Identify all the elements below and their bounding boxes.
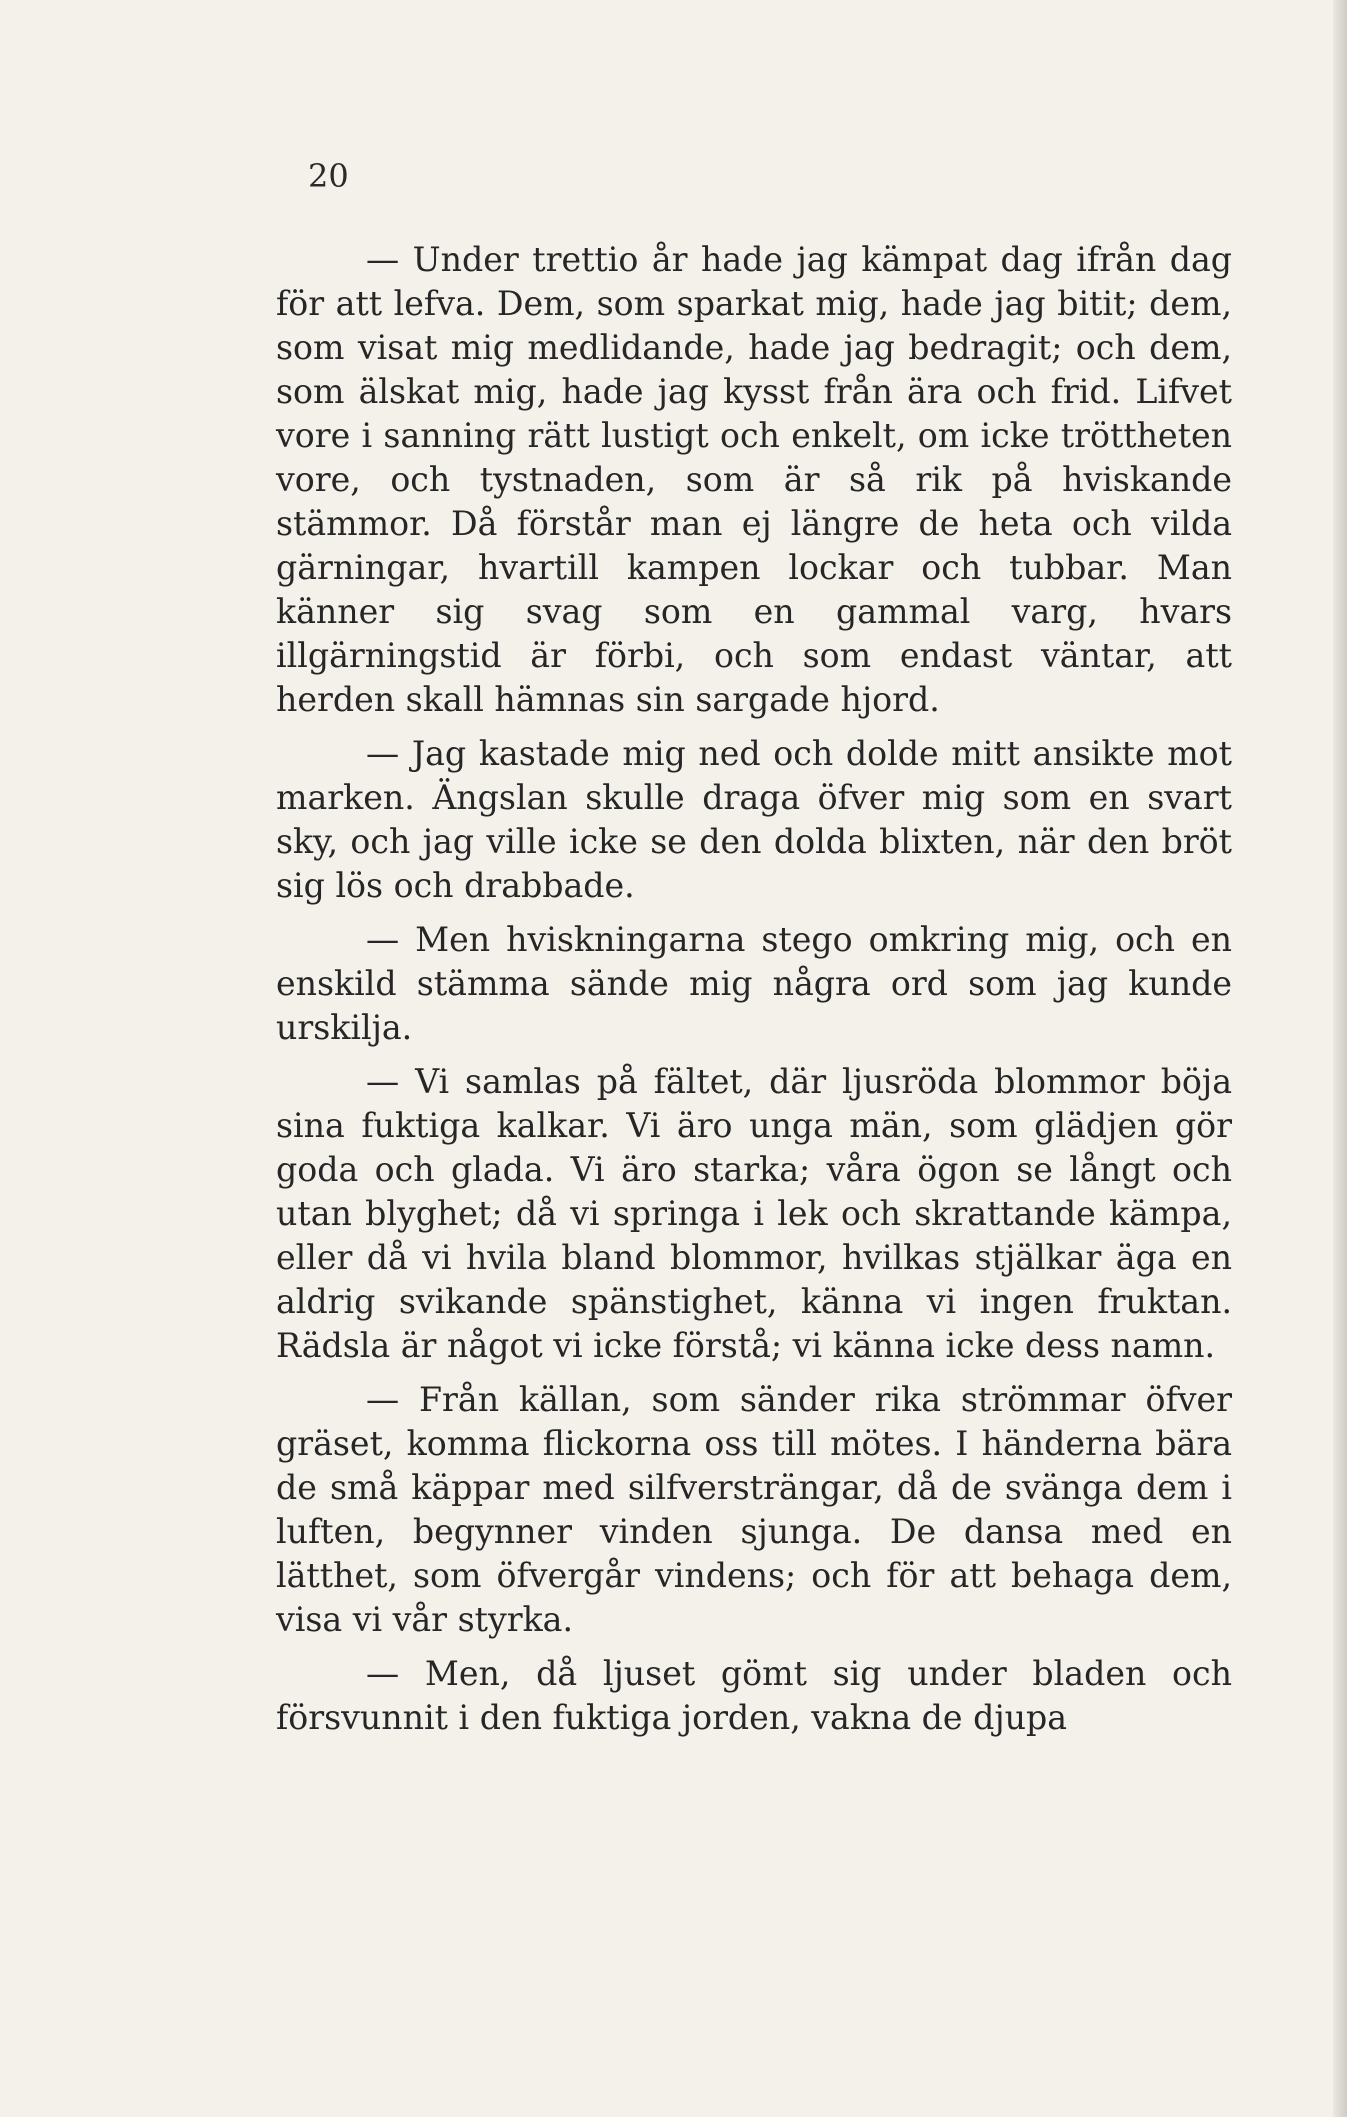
paragraph-1: — Under trettio år hade jag kämpat dag ifrån dag för att lefva. Dem, som sparkat mig, hade jag bitit; dem, som visat mig medlidande, hade jag bedragit; och dem, som älskat mig, hade jag kysst från ära och frid. Lifvet vore i sanning rätt lustigt och enkelt, om icke tröttheten vore, och tystnaden, som är så rik på hviskande stämmor. Då förstår man ej längre de heta och vilda gärningar, hvartill kampen lockar och tubbar. Man känner sig svag som en gammal varg, hvars illgärningstid är förbi, och som endast väntar, att herden skall hämnas sin sargade hjord. — [276, 240, 1232, 719]
paragraph-5: — Från källan, som sänder rika strömmar öfver gräset, komma flickorna oss till mötes. I händerna bära de små käppar med silfversträngar, då de svänga dem i luften, begynner vinden sjunga. De dansa med en lätthet, som öfvergår vindens; och för att behaga dem, visa vi vår styrka. — [276, 1380, 1232, 1639]
page-edge — [1333, 0, 1347, 2117]
paragraph-6: — Men, då ljuset gömt sig under bladen och försvunnit i den fuktiga jorden, vakna de djupa — [276, 1654, 1232, 1737]
paragraph-4: — Vi samlas på fältet, där ljusröda blommor böja sina fuktiga kalkar. Vi äro unga män, som glädjen gör goda och glada. Vi äro starka; våra ögon se långt och utan blyghet; då vi springa i lek och skrattande kämpa, eller då vi hvila bland blommor, hvilkas stjälkar äga en aldrig svikande spänstighet, känna vi ingen fruktan. Rädsla är något vi icke förstå; vi känna icke dess namn. — [276, 1062, 1232, 1365]
paragraph-2: — Jag kastade mig ned och dolde mitt ansikte mot marken. Ängslan skulle draga öfver mig som en svart sky, och jag ville icke se den dolda blixten, när den bröt sig lös och drabbade. — [276, 734, 1232, 905]
paragraph-3: — Men hviskningarna stego omkring mig, och en enskild stämma sände mig några ord som jag kunde urskilja. — [276, 920, 1232, 1047]
body-text — [276, 238, 1232, 1740]
page-number: 20 — [308, 157, 349, 195]
